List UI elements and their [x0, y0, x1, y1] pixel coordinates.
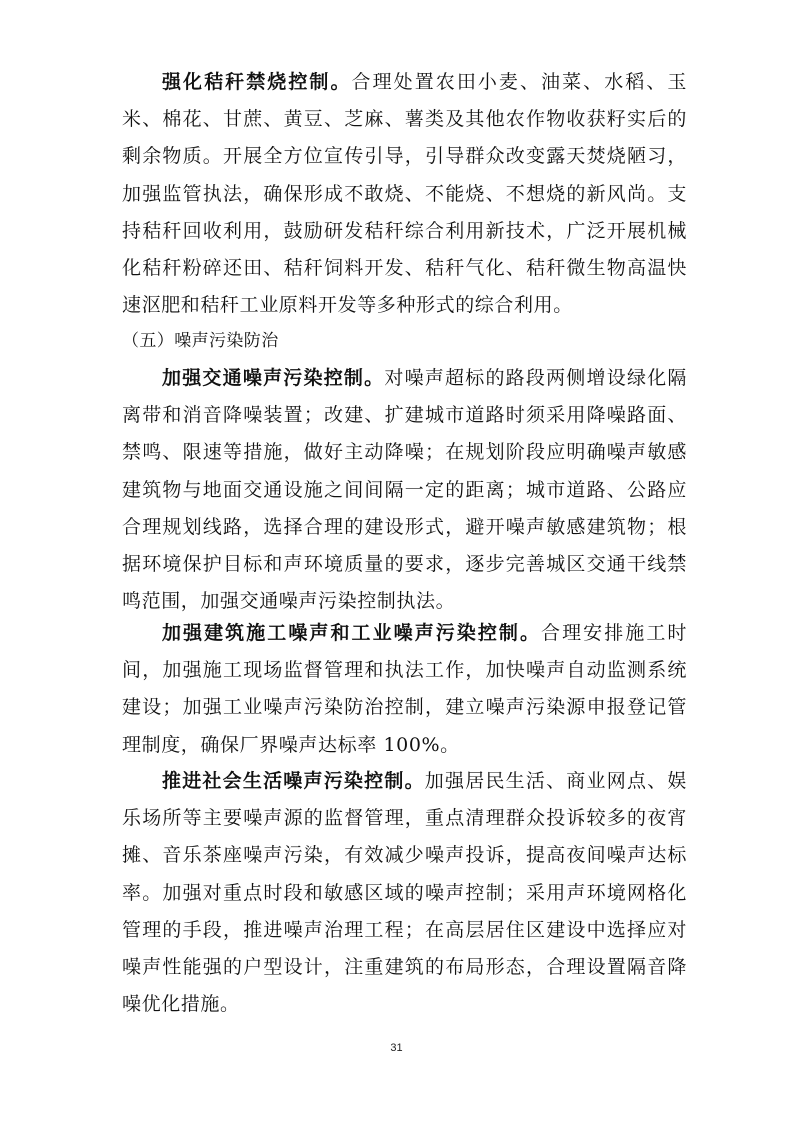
paragraph-construction-industrial-noise-control [122, 615, 687, 764]
paragraph-straw-burning-control [122, 64, 687, 324]
section-heading-noise-pollution: （五）噪声污染防治 [122, 331, 279, 351]
paragraph-body: 合理处置农田小麦、油菜、水稻、玉米、棉花、甘蔗、黄豆、芝麻、薯类及其他农作物收获籽实后的剩余物质。开展全方位宣传引导，引导群众改变露天焚烧陋习，加强监管执法，确保形成不敢烧、不能烧、不想烧的新风尚。支持秸秆回收利用，鼓励研发秸秆综合利用新技术，广泛开展机械化秸秆粉碎还田、秸秆饲料开发、秸秆气化、秸秆微生物高温快速沤肥和秸秆工业原料开发等多种形式的综合利用。 [122, 71, 687, 317]
page-number: 31 [390, 1042, 403, 1054]
paragraph-body: 合理安排施工时间，加强施工现场监督管理和执法工作，加快噪声自动监测系统建设；加强工业噪声污染防治控制，建立噪声污染源申报登记管理制度，确保厂界噪声达标率 100%。 [122, 622, 687, 756]
paragraph-lead: 加强交通噪声污染控制。 [162, 367, 385, 389]
paragraph-traffic-noise-control [122, 360, 687, 620]
paragraph-body: 对噪声超标的路段两侧增设绿化隔离带和消音降噪装置；改建、扩建城市道路时须采用降噪路面、禁鸣、限速等措施，做好主动降噪；在规划阶段应明确噪声敏感建筑物与地面交通设施之间间隔一定的距离；城市道路、公路应合理规划线路，选择合理的建设形式，避开噪声敏感建筑物；根据环境保护目标和声环境质量的要求，逐步完善城区交通干线禁鸣范围，加强交通噪声污染控制执法。 [122, 367, 687, 613]
paragraph-lead: 加强建筑施工噪声和工业噪声污染控制。 [162, 622, 542, 644]
paragraph-lead: 推进社会生活噪声污染控制。 [162, 770, 425, 792]
paragraph-social-life-noise-control [122, 763, 687, 1023]
paragraph-lead: 强化秸秆禁烧控制。 [162, 71, 352, 93]
paragraph-body: 加强居民生活、商业网点、娱乐场所等主要噪声源的监督管理，重点清理群众投诉较多的夜宵摊、音乐茶座噪声污染，有效减少噪声投诉，提高夜间噪声达标率。加强对重点时段和敏感区域的噪声控制；采用声环境网格化管理的手段，推进噪声治理工程；在高层居住区建设中选择应对噪声性能强的户型设计，注重建筑的布局形态，合理设置隔音降噪优化措施。 [122, 770, 687, 1016]
